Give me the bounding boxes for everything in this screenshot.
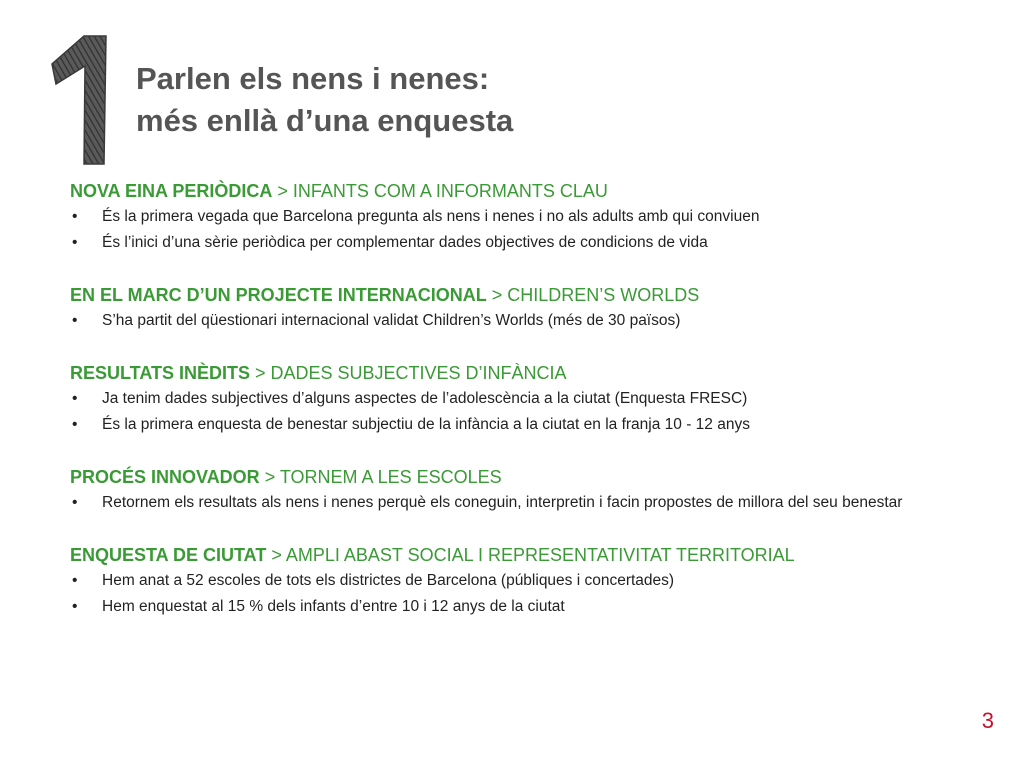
bullet-item xyxy=(70,386,1010,412)
bullet-marker: • xyxy=(72,208,78,225)
section-resultats-inedits xyxy=(70,360,1010,438)
title-line-2: més enllà d’una enquesta xyxy=(136,103,514,138)
heading-strong: PROCÉS INNOVADOR xyxy=(70,467,260,487)
slide-content xyxy=(70,178,1010,620)
bullet-marker: • xyxy=(72,572,78,589)
bullet-marker: • xyxy=(72,234,78,251)
bullet-text: És la primera vegada que Barcelona pregunta als nens i nenes i no als adults amb qui conviuen xyxy=(102,208,760,225)
bullet-text: Ja tenim dades subjectives d’alguns aspectes de l’adolescència a la ciutat (Enquesta FRESC) xyxy=(102,390,748,407)
section-heading xyxy=(70,360,1010,386)
heading-strong: RESULTATS INÈDITS xyxy=(70,363,250,383)
bullet-list xyxy=(70,568,1010,620)
heading-rest: > TORNEM A LES ESCOLES xyxy=(259,467,502,487)
section-nova-eina xyxy=(70,178,1010,256)
bullet-item xyxy=(70,490,1010,516)
bullet-marker: • xyxy=(72,416,78,433)
bullet-item xyxy=(70,568,1010,594)
bullet-marker: • xyxy=(72,598,78,615)
bullet-item xyxy=(70,412,1010,438)
bullet-text: Retornem els resultats als nens i nenes perquè els coneguin, interpretin i facin propostes de millora del seu benestar xyxy=(102,494,903,511)
section-proces-innovador xyxy=(70,464,1010,516)
heading-rest: > CHILDREN’S WORLDS xyxy=(486,285,700,305)
bullet-list xyxy=(70,490,1010,516)
bullet-text: És la primera enquesta de benestar subjectiu de la infància a la ciutat en la franja 10 - 12 anys xyxy=(102,416,750,433)
heading-strong: NOVA EINA PERIÒDICA xyxy=(70,181,273,201)
bullet-item xyxy=(70,230,1010,256)
section-heading xyxy=(70,178,1010,204)
heading-rest: > DADES SUBJECTIVES D’INFÀNCIA xyxy=(250,363,567,383)
bullet-text: S’ha partit del qüestionari internacional validat Children’s Worlds (més de 30 països) xyxy=(102,312,681,329)
heading-rest: > INFANTS COM A INFORMANTS CLAU xyxy=(272,181,608,201)
bullet-item xyxy=(70,594,1010,620)
heading-strong: ENQUESTA DE CIUTAT xyxy=(70,545,267,565)
bullet-item xyxy=(70,204,1010,230)
section-marc-internacional xyxy=(70,282,1010,334)
heading-strong: EN EL MARC D’UN PROJECTE INTERNACIONAL xyxy=(70,285,487,305)
bullet-text: És l’inici d’una sèrie periòdica per complementar dades objectives de condicions de vida xyxy=(102,234,708,251)
bullet-list xyxy=(70,386,1010,438)
bullet-text: Hem enquestat al 15 % dels infants d’entre 10 i 12 anys de la ciutat xyxy=(102,598,565,615)
bullet-marker: • xyxy=(72,312,78,329)
section-enquesta-ciutat xyxy=(70,542,1010,620)
bullet-text: Hem anat a 52 escoles de tots els districtes de Barcelona (públiques i concertades) xyxy=(102,572,675,589)
bullet-list xyxy=(70,308,1010,334)
bullet-marker: • xyxy=(72,494,78,511)
section-heading xyxy=(70,542,1010,568)
bullet-item xyxy=(70,308,1010,334)
bullet-marker: • xyxy=(72,390,78,407)
section-heading xyxy=(70,464,1010,490)
bullet-list xyxy=(70,204,1010,256)
page-number: 3 xyxy=(981,708,994,733)
slide-title xyxy=(136,58,513,142)
section-heading xyxy=(70,282,1010,308)
heading-rest: > AMPLI ABAST SOCIAL I REPRESENTATIVITAT TERRITORIAL xyxy=(266,545,795,565)
title-line-1: Parlen els nens i nenes: xyxy=(136,61,490,96)
number-one-graphic xyxy=(38,30,118,170)
